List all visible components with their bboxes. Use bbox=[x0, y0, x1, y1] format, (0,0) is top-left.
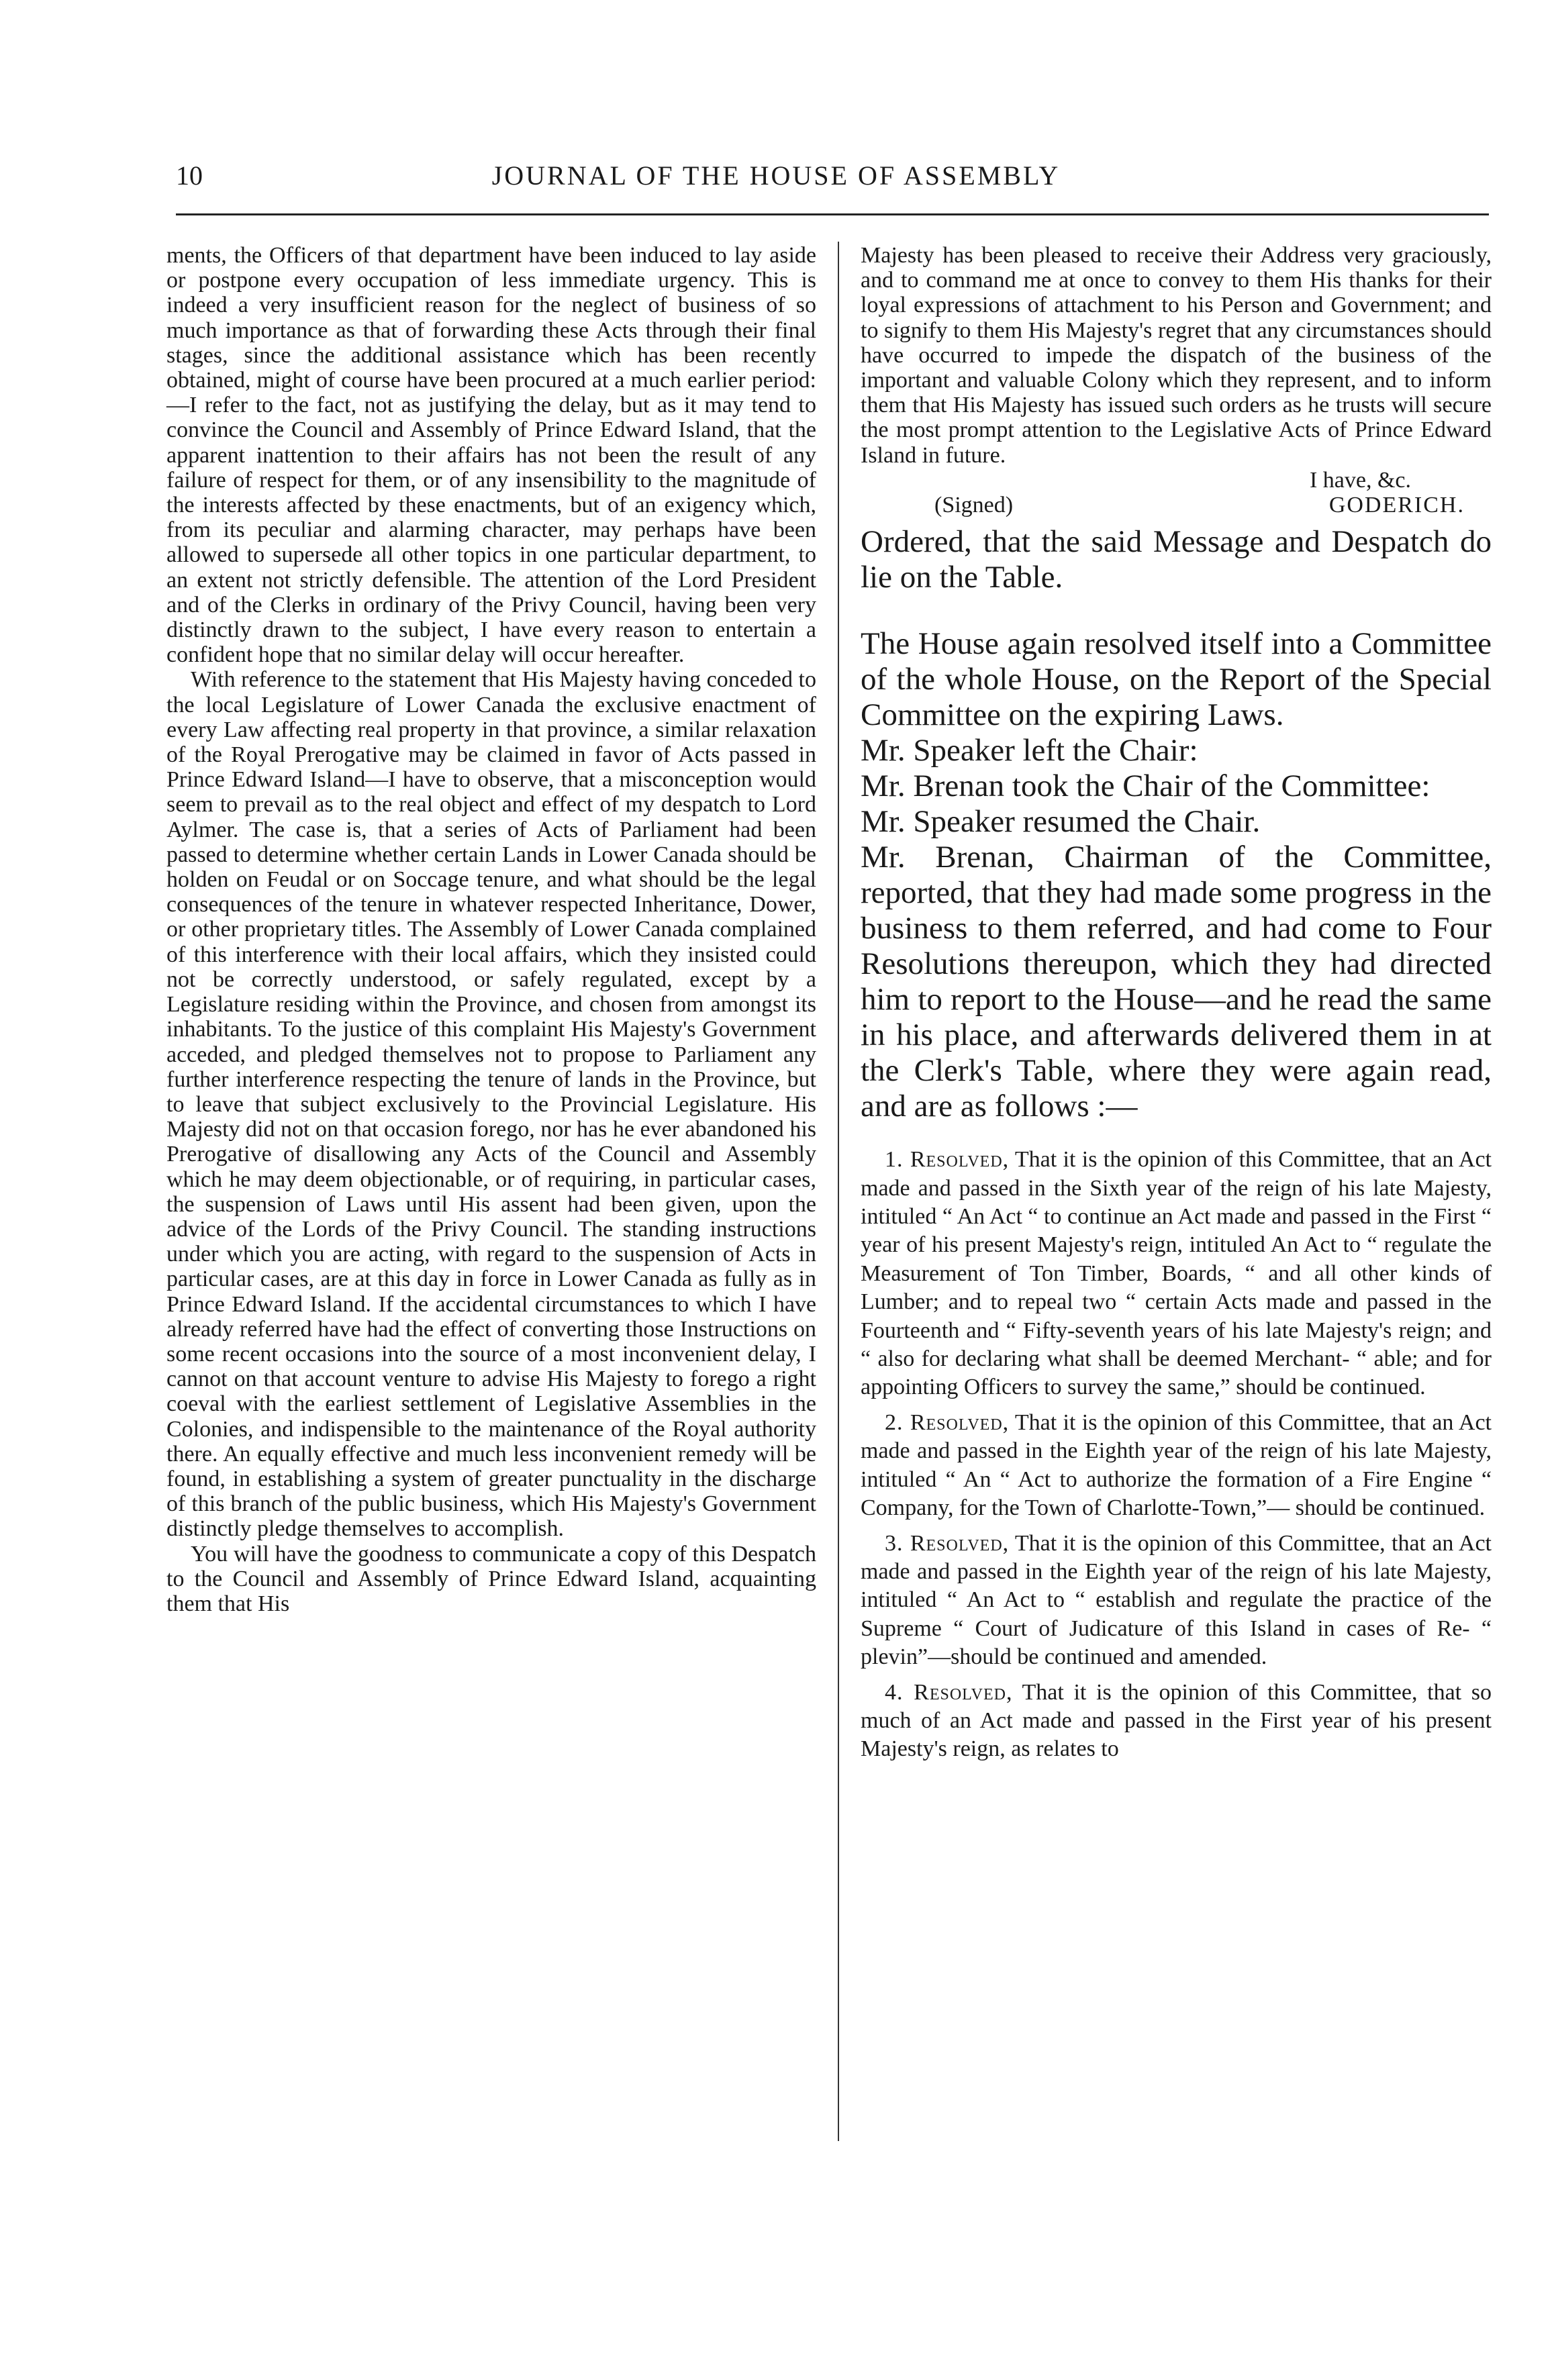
resolution-text: That it is the opinion of this Committee, that an Act made and passed in the Sixth year of the reign of his late Majesty, intituled “ An Act “ to continue an Act made and passed in the First “ year of his present Majesty's reign, intituled An Act to “ regulate the Measurement of Ton Timber, Boards, “ and all other kinds of Lumber; and to repeal two “ certain Acts made and passed in the Fourteenth and “ Fifty-seventh years of his late Majesty's reign; and “ also for declaring what shall be deemed Merchant- “ able; and for appointing Officers to survey the same,” should be continued. bbox=[861, 1147, 1492, 1400]
resolution-lead: 4. Resolved, bbox=[885, 1679, 1013, 1705]
resolution bbox=[861, 1409, 1492, 1523]
signed-label: (Signed) bbox=[934, 493, 1014, 518]
resolution bbox=[861, 1679, 1492, 1764]
despatch-continuation: Majesty has been pleased to receive their Address very graciously, and to command me at once to convey to them His thanks for their loyal expressions of attachment to his Person and Government; and to signify to them His Majesty's regret that any circumstances should have occurred to impede the dispatch of the business of the important and valuable Colony which they represent, and to inform them that His Majesty has issued such orders as he trusts will secure the most prompt attention to the Legislative Acts of Prince Edward Island in future. bbox=[861, 243, 1492, 468]
resolution-text: That it is the opinion of this Committee, that an Act made and passed in the Eighth year of the reign of his late Majesty, intituled “ An “ Act to authorize the formation of a Fire Engine “ Company, for the Town of Charlotte-Town,”— should be continued. bbox=[861, 1409, 1492, 1521]
ordered-paragraph: Ordered, that the said Message and Despatch do lie on the Table. bbox=[861, 524, 1492, 595]
proceedings bbox=[861, 524, 1492, 1124]
valediction: I have, &c. bbox=[1309, 467, 1411, 493]
left-paragraph: You will have the goodness to communicate a copy of this Despatch to the Council and Assembly of Prince Edward Island, acquainting them that His bbox=[166, 1541, 816, 1616]
speaker-left: Mr. Speaker left the Chair: bbox=[861, 733, 1198, 768]
committee-paragraph: The House again resolved itself into a Committee of the whole House, on the Report of the Special Committee on the expiring Laws. bbox=[861, 626, 1492, 733]
resolution-text: That it is the opinion of this Committee, that so much of an Act made and passed in the First year of his present Majesty's reign, as relates to bbox=[861, 1679, 1492, 1762]
brenan-took-chair: Mr. Brenan took the Chair of the Committee: bbox=[861, 768, 1430, 804]
header-rule bbox=[176, 213, 1489, 215]
page-number: 10 bbox=[176, 160, 203, 191]
signatory-name: GODERICH. bbox=[1328, 493, 1465, 518]
speaker-resumed: Mr. Speaker resumed the Chair. bbox=[861, 804, 1261, 840]
running-title: JOURNAL OF THE HOUSE OF ASSEMBLY bbox=[491, 160, 1061, 191]
resolution-lead: 1. Resolved, bbox=[885, 1147, 1010, 1173]
resolutions bbox=[861, 1146, 1492, 1764]
resolution-text: That it is the opinion of this Committee, that an Act made and passed in the Eighth year of the reign of his late Majesty, intituled “ An Act to “ establish and regulate the practice of the Supreme “ Court of Judicature of this Island in cases of Re- “ plevin”—should be continued and amended. bbox=[861, 1530, 1492, 1670]
resolution bbox=[861, 1146, 1492, 1402]
left-paragraph: With reference to the statement that His Majesty having conceded to the local Legislature of Lower Canada the exclusive enactment of every Law affecting real property in that province, a similar relaxation of the Royal Prerogative may be claimed in favor of Acts passed in Prince Edward Island—I have to observe, that a misconception would seem to prevail as to the real object and effect of my despatch to Lord Aylmer. The case is, that a series of Acts of Parliament had been passed to determine whether certain Lands in Lower Canada should be holden on Feudal or on Soccage tenure, and what should be the legal consequences of the tenure in whatever respected Inheritance, Dower, or other proprietary titles. The Assembly of Lower Canada complained of this interference with their local affairs, which they insisted could not be correctly understood, or safely regulated, except by a Legislature residing within the Province, and chosen from amongst its inhabitants. To the justice of this complaint His Majesty's Government acceded, and pledged themselves not to propose to Parliament any further interference respecting the tenure of lands in the Province, but to leave that subject exclusively to the Provincial Legislature. His Majesty did not on that occasion forego, nor has he ever abandoned his Prerogative of disallowing any Acts of the Council and Assembly which he may deem objectionable, or of requiring, in particular cases, the suspension of Laws until His assent had been given, upon the advice of the Lords of the Privy Council. The standing instructions under which you are acting, with regard to the suspension of Acts in particular cases, are at this day in force in Lower Canada as fully as in Prince Edward Island. If the accidental circumstances to which I have already referred have had the effect of converting those Instructions on some recent occasions into the source of a most inconvenient delay, I cannot on that account venture to advise His Majesty to forego a right coeval with the earliest settlement of Legislative Assemblies in the Colonies, and indispensible to the maintenance of the Royal authority there. An equally effective and much less inconvenient remedy will be found, in establishing a system of greater punctuality in the discharge of this branch of the public business, which His Majesty's Government distinctly pledge themselves to accomplish. bbox=[166, 667, 816, 1542]
resolution-lead: 2. Resolved, bbox=[885, 1409, 1010, 1435]
page-header bbox=[0, 160, 1552, 207]
right-column bbox=[861, 243, 1492, 1764]
left-paragraph: ments, the Officers of that department have been induced to lay aside or postpone every occupation of less immediate urgency. This is indeed a very insufficient reason for the neglect of business of so much importance as that of forwarding these Acts through their final stages, since the additional assistance which has been recently obtained, might of course have been procured at a much earlier period:—I refer to the fact, not as justifying the delay, but as it may tend to convince the Council and Assembly of Prince Edward Island, that the apparent inattention to their affairs has not been the result of any failure of respect for them, or of any insensibility to the magnitude of the interests affected by these enactments, but of an exigency which, from its peculiar and alarming character, may perhaps have been allowed to supersede all other topics in one particular department, to an extent not strictly defensible. The attention of the Lord President and of the Clerks in ordinary of the Privy Council, having been very distinctly drawn to the subject, I have every reason to entertain a confident hope that no similar delay will occur hereafter. bbox=[166, 243, 816, 668]
chairman-report: Mr. Brenan, Chairman of the Committee, reported, that they had made some progress in the business to them referred, and had come to Four Resolutions thereupon, which they had directed him to report to the House—and he read the same in his place, and afterwards delivered them in at the Clerk's Table, where they were again read, and are as follows :— bbox=[861, 840, 1492, 1124]
resolution bbox=[861, 1530, 1492, 1672]
despatch-closing bbox=[861, 468, 1492, 517]
left-column bbox=[166, 243, 816, 1616]
column-divider bbox=[838, 242, 839, 2141]
resolution-lead: 3. Resolved, bbox=[885, 1530, 1010, 1556]
